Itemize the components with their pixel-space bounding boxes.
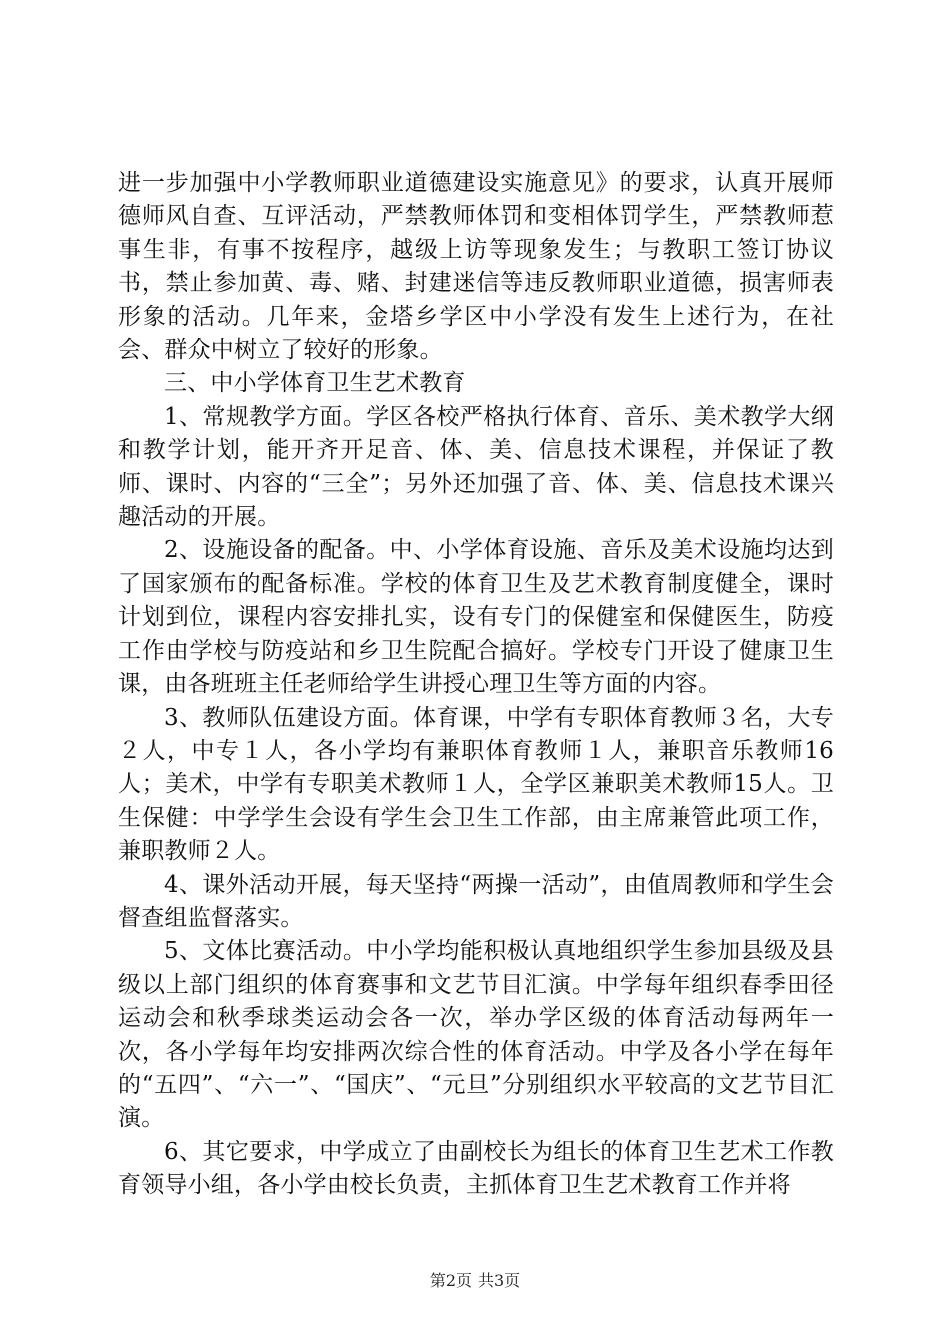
paragraph-teacher-team: 3、教师队伍建设方面。体育课，中学有专职体育教师３名，大专２人，中专１人，各小学均有兼职体育教师１人，兼职音乐教师16人；美术，中学有专职美术教师１人，全学区兼职美术教师15人。卫生保健：中学学生会设有学生会卫生工作部，由主席兼管此项工作，兼职教师２人。 bbox=[118, 704, 834, 865]
page-total: 共3页 bbox=[478, 1271, 521, 1290]
paragraph-facilities: 2、设施设备的配备。中、小学体育设施、音乐及美术设施均达到了国家颁布的配备标准。学校的体育卫生及艺术教育制度健全，课时计划到位，课程内容安排扎实，设有专门的保健室和保健医生，防疫工作由学校与防疫站和乡卫生院配合搞好。学校专门开设了健康卫生课，由各班班主任老师给学生讲授心理卫生等方面的内容。 bbox=[118, 537, 834, 698]
page-footer bbox=[0, 1271, 950, 1291]
paragraph-competitions: 5、文体比赛活动。中小学均能积极认真地组织学生参加县级及县级以上部门组织的体育赛事和文艺节目汇演。中学每年组织春季田径运动会和秋季球类运动会各一次，举办学区级的体育活动每两年一次，各小学每年均安排两次综合性的体育活动。中学及各小学在每年的“五四”、“六一”、“国庆”、“元旦”分别组织水平较高的文艺节目汇演。 bbox=[118, 938, 834, 1132]
document-body bbox=[118, 167, 834, 1203]
page-number: 第2页 bbox=[429, 1271, 472, 1290]
paragraph-routine-teaching: 1、常规教学方面。学区各校严格执行体育、音乐、美术教学大纲和教学计划，能开齐开足音、体、美、信息技术课程，并保证了教师、课时、内容的“三全”；另外还加强了音、体、美、信息技术课兴趣活动的开展。 bbox=[118, 403, 834, 531]
paragraph-extracurricular: 4、课外活动开展，每天坚持“两操一活动”，由值周教师和学生会督查组监督落实。 bbox=[118, 871, 834, 931]
paragraph-other-requirements: 6、其它要求，中学成立了由副校长为组长的体育卫生艺术工作教育领导小组，各小学由校长负责，主抓体育卫生艺术教育工作并将 bbox=[118, 1138, 834, 1199]
paragraph-continuation: 进一步加强中小学教师职业道德建设实施意见》的要求，认真开展师德师风自查、互评活动，严禁教师体罚和变相体罚学生，严禁教师惹事生非，有事不按程序，越级上访等现象发生；与教职工签订协议书，禁止参加黄、毒、赌、封建迷信等违反教师职业道德，损害师表形象的活动。几年来，金塔乡学区中小学没有发生上述行为，在社会、群众中树立了较好的形象。 bbox=[118, 170, 834, 364]
section-heading: 三、中小学体育卫生艺术教育 bbox=[164, 370, 466, 397]
